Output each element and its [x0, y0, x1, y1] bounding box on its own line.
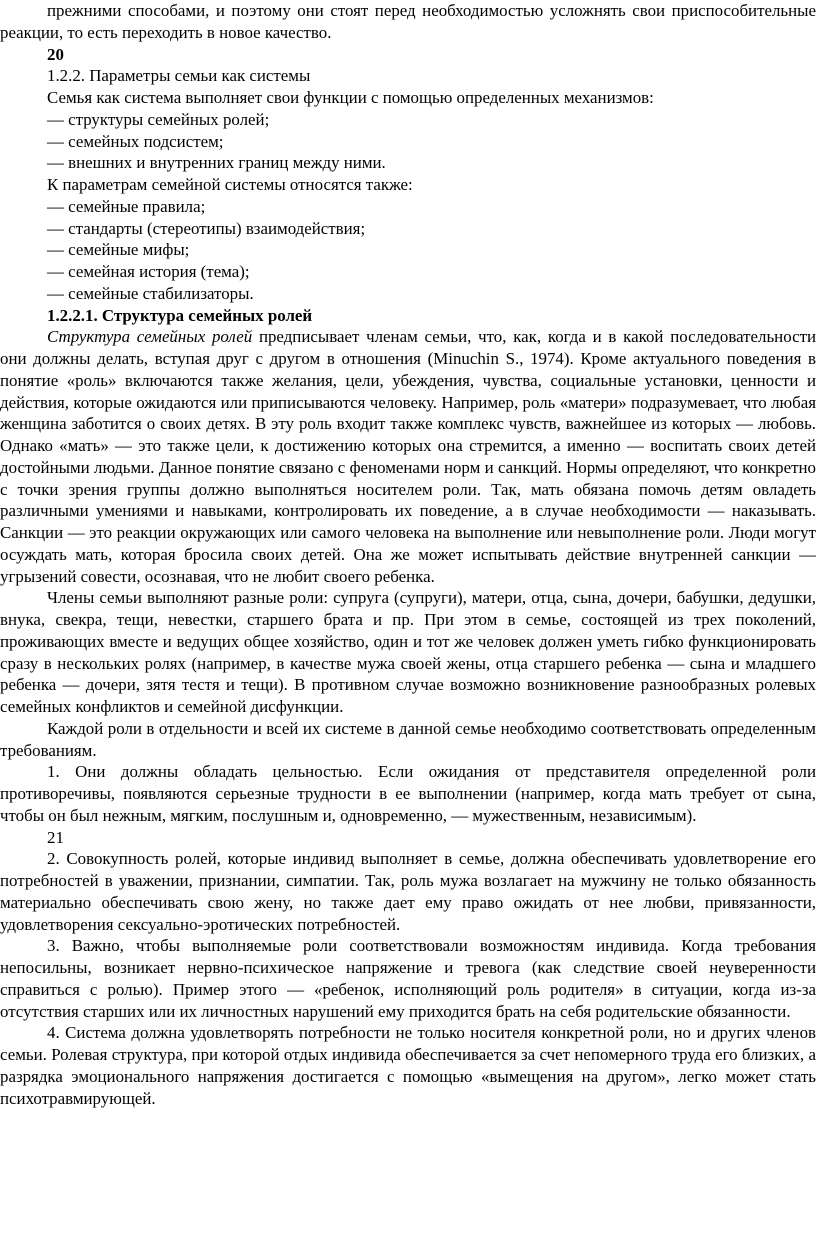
- page-number: 21: [47, 827, 64, 847]
- paragraph-carryover: прежними способами, и поэтому они стоят перед необходимостью усложнять свои приспособительные реакции, то есть переходить в новое качество.: [0, 1, 816, 42]
- requirement-2: 2. Совокупность ролей, которые индивид выполняет в семье, должна обеспечивать удовлетворение его потребностей в уважении, признании, симпатии. Так, роль мужа возлагает на мужчину не только обязанность материально обеспечивать свою жену, но также дает ему право ожидать от нее любви, привязанности, удовлетворения сексуально-эротических потребностей.: [0, 849, 816, 934]
- list-item: — семейные стабилизаторы.: [47, 283, 254, 303]
- list-item: — семейная история (тема);: [47, 262, 250, 281]
- list-item: — семейных подсистем;: [47, 131, 224, 151]
- list-item: — стандарты (стереотипы) взаимодействия;: [47, 218, 366, 238]
- list-item: — внешних и внутренних границ между ними.: [47, 153, 386, 173]
- section-heading: 1.2.2. Параметры семьи как системы: [47, 66, 311, 86]
- paragraph-requirements: Каждой роли в отдельности и всей их системе в данной семье необходимо соответствовать определенным требованиям.: [0, 718, 816, 760]
- requirement-4: 4. Система должна удовлетворять потребности не только носителя конкретной роли, но и других членов семьи. Ролевая структура, при которой отдых индивида обеспечивается за счет непомерного труда его близких, а разрядка эмоционального напряжения достигается с помощью «вымещения на другом», легко может стать психотравмирующей.: [0, 1023, 816, 1108]
- list-item: — структуры семейных ролей;: [47, 109, 270, 129]
- params-intro: К параметрам семейной системы относятся также:: [47, 175, 413, 194]
- list-item: — семейные правила;: [47, 196, 206, 216]
- intro-sentence: Семья как система выполняет свои функции с помощью определенных механизмов:: [47, 88, 654, 107]
- list-item: — семейные мифы;: [47, 240, 190, 260]
- paragraph-roles-text: предписывает членам семьи, что, как, когда и в какой последовательности они должны делать, вступая друг с другом в отношения (Minuchin S., 1974). Кроме актуального поведения в понятие «роль» включаются также желания, цели, убеждения, чувства, социальные установки, ценности и действия, которые ожидаются или приписываются человеку. Например, роль «матери» подразумевает, что любая женщина заботится о своих детях. В эту роль входит также комплекс чувств, важнейшее из которых — любовь. Однако «мать» — это также цели, к достижению которых она стремится, а именно — воспитать своих детей достойными людьми. Данное понятие связано с феноменами норм и санкций. Нормы определяют, что конкретно с точки зрения группы должно выполняться носителем роли. Так, мать обязана помочь детям овладеть различными умениями и навыками, контролировать их поведение, а в случае необходимости — наказывать. Санкции — это реакции окружающих или самого человека на выполнение или невыполнение роли. Люди могут осуждать мать, которая бросила своих детей. Она же может испытывать действие внутренней санкции — угрызений совести, осознавая, что не любит своего ребенка.: [0, 327, 816, 586]
- requirement-3: 3. Важно, чтобы выполняемые роли соответствовали возможностям индивида. Когда требования непосильны, возникает нервно-психическое напряжение и тревога (как следствие своей неуверенности справиться с ролью). Пример этого — «ребенок, исполняющий роль родителя» в ситуации, когда из-за отсутствия старших или их личностных нарушений ему приходится брать на себя родительские обязанности.: [0, 936, 816, 1021]
- requirement-1: 1. Они должны обладать цельностью. Если ожидания от представителя определенной роли противоречивы, появляются серьезные трудности в ее выполнении (например, когда мать требует от сына, чтобы он был нежным, мягким, послушным и, одновременно, — мужественным, независимым).: [0, 762, 816, 825]
- page-number: 20: [47, 44, 64, 64]
- paragraph-members: Члены семьи выполняют разные роли: супруга (супруги), матери, отца, сына, дочери, бабушки, дедушки, внука, свекра, тещи, невестки, старшего брата и пр. При этом в семье, состоящей из трех поколений, проживающих вместе и ведущих общее хозяйство, один и тот же человек должен уметь гибко функционировать сразу в нескольких ролях (например, в качестве мужа своей жены, отца старшего ребенка — сына и младшего ребенка — дочери, зятя тестя и тещи). В противном случае возможно возникновение разнообразных ролевых семейных конфликтов и семейной дисфункции.: [0, 588, 816, 716]
- paragraph-roles: [0, 326, 816, 587]
- subsection-heading: 1.2.2.1. Структура семейных ролей: [47, 305, 313, 325]
- italic-term: Структура семейных ролей: [47, 327, 253, 347]
